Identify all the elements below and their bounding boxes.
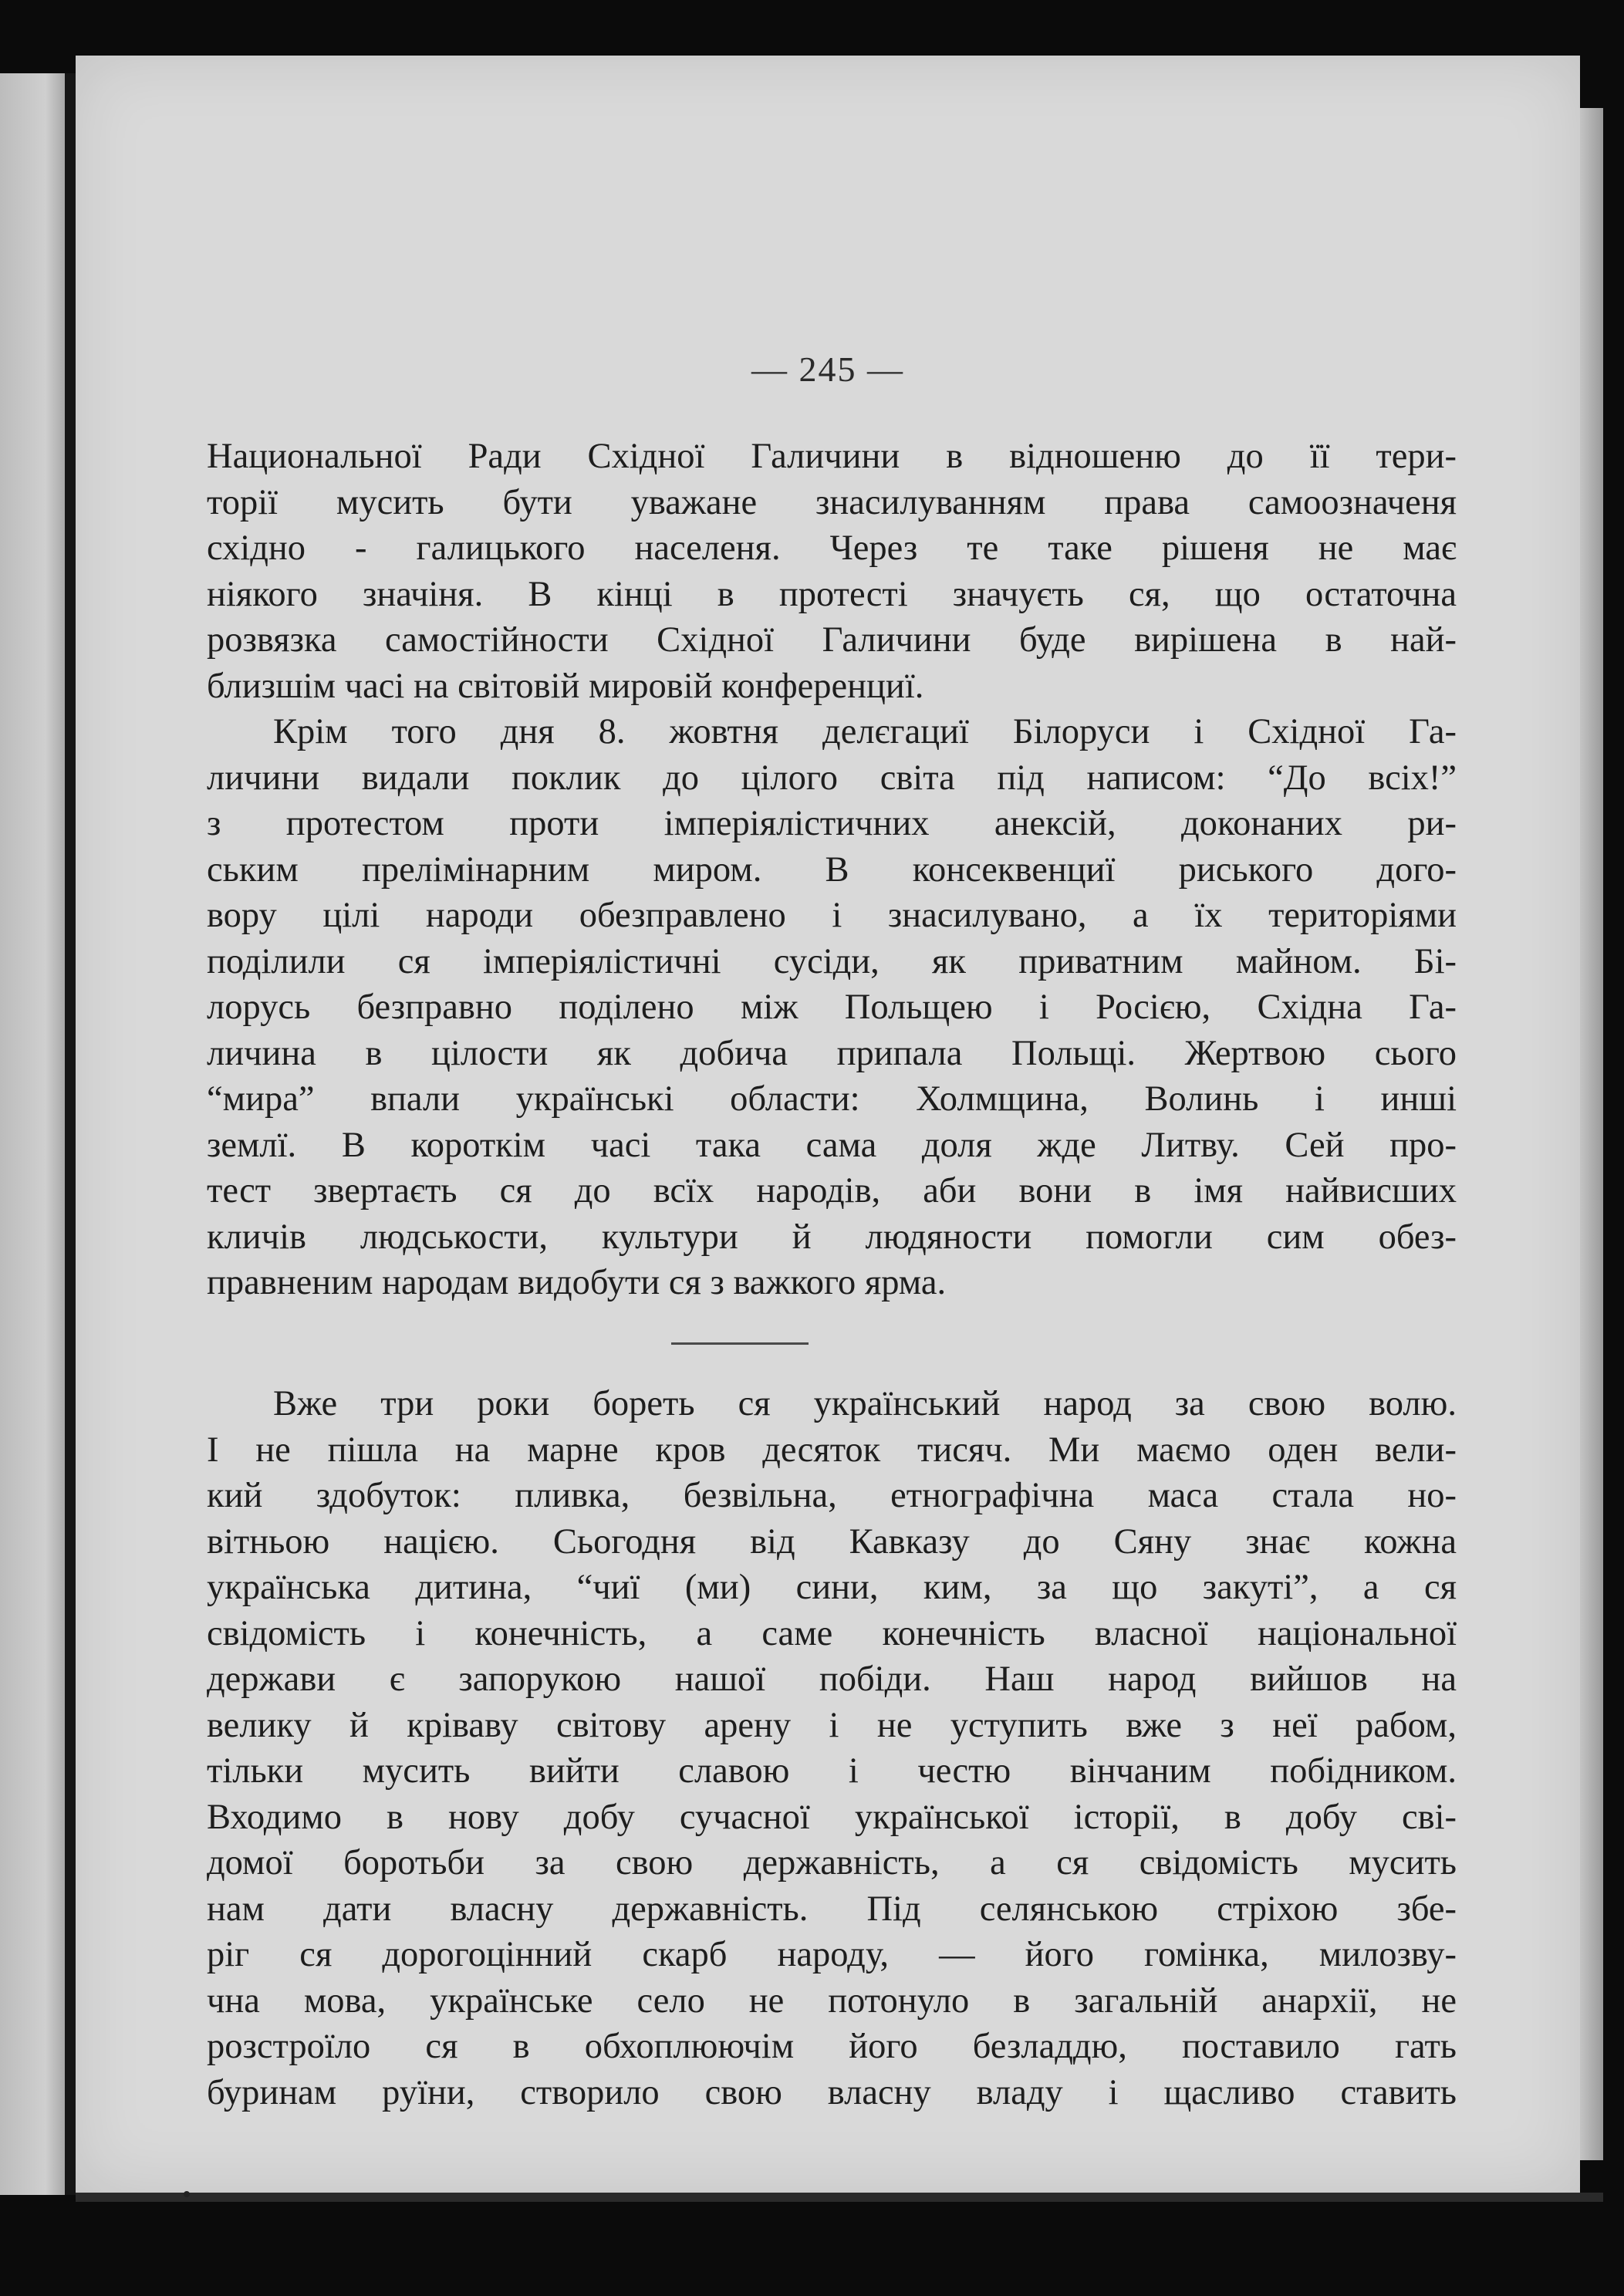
text-line: лорусь безправно поділено між Польщею і Росією, Східна Га-	[207, 988, 1457, 1027]
text-line: держави є запорукою нашої побіди. Наш народ вийшов на	[207, 1660, 1457, 1699]
text-line: личини видали поклик до цілого світа під написом: “До всіх!”	[207, 758, 1457, 798]
text-line: вору цілі народи обезправлено і знасилувано, а їх територіями	[207, 896, 1457, 935]
text-line: чна мова, українське село не потонуло в загальній анархії, не	[207, 1980, 1457, 2021]
text-line: нам дати власну державність. Під селянською стріхою збе-	[207, 1889, 1457, 1929]
text-line: “мира” впали українські области: Холмщина, Волинь і инші	[207, 1079, 1457, 1119]
text-line: поділили ся імперіялістичні сусіди, як приватним майном. Бі-	[207, 941, 1457, 981]
page-stack-edge	[1580, 108, 1603, 2160]
text-line: тест звертаєть ся до всїх народів, аби вони в імя найвисших	[207, 1171, 1457, 1210]
text-line: розстроїло ся в обхоплюючім його безладдю, поставило гать	[207, 2027, 1457, 2066]
text-line: ським прелімінарним миром. В консеквенциї риського дого-	[207, 849, 1457, 890]
text-line: Вже три роки бореть ся український народ за свою волю.	[273, 1384, 1457, 1423]
text-line: І не пішла на марне кров десяток тисяч. Ми маємо оден вели-	[207, 1430, 1457, 1470]
page-number: — 245 —	[751, 349, 904, 389]
text-line: свідомість і конечність, а саме конечність власної національної	[207, 1613, 1457, 1653]
text-line: східно - галицького населеня. Через те таке рішеня не має	[207, 528, 1457, 568]
section-separator	[671, 1342, 809, 1345]
text-line: ріг ся дорогоцінний скарб народу, — його гомінка, милозву-	[207, 1935, 1457, 1974]
text-line: правненим народам видобути ся з важкого ярма.	[207, 1263, 947, 1302]
book-spine	[65, 73, 76, 2195]
text-line: близшім часі на світовій мировій конференциї.	[207, 666, 924, 706]
text-line: землї. В короткім часі така сама доля жде Литву. Сей про-	[207, 1125, 1457, 1165]
text-line: личина в цілости як добича припала Польщі. Жертвою сього	[207, 1033, 1457, 1073]
book-page	[76, 56, 1580, 2193]
text-line: кий здобуток: пливка, безвільна, етнографічна маса стала но-	[207, 1476, 1457, 1515]
page-bottom-shadow	[76, 2193, 1603, 2202]
text-section-2	[207, 1381, 1457, 2115]
text-line: з протестом проти імперіялістичних анексій, доконаних ри-	[207, 804, 1457, 843]
text-line: велику й кріваву світову арену і не уступить вже з неї рабом,	[207, 1705, 1457, 1745]
text-line: українська дитина, “чиї (ми) сини, ким, за що закуті”, а ся	[207, 1568, 1457, 1607]
ink-speck	[184, 2191, 190, 2197]
text-line: розвязка самостійности Східної Галичини буде вирішена в най-	[207, 620, 1457, 660]
text-line: Входимо в нову добу сучасної української історії, в добу сві-	[207, 1797, 1457, 1837]
facing-page-edge	[0, 73, 65, 2195]
text-line: кличів людськости, культури й людяности помогли сим обез-	[207, 1217, 1457, 1257]
text-line: буринам руїни, створило свою власну владу і щасливо ставить	[207, 2072, 1457, 2112]
text-line: ніякого значіня. В кінці в протесті значуєть ся, що остаточна	[207, 574, 1457, 614]
text-line: Крім того дня 8. жовтня делєгациї Білоруси і Східної Га-	[273, 712, 1457, 751]
text-line: тільки мусить вийти славою і честю вінчаним побідником.	[207, 1751, 1457, 1791]
text-line: торії мусить бути уважане знасилуванням права самоозначеня	[207, 482, 1457, 522]
text-line: домої боротьби за свою державність, а ся свідомість мусить	[207, 1843, 1457, 1882]
text-section-1	[207, 434, 1457, 1306]
text-line: вітньою нацією. Сьогодня від Кавказу до Сяну знає кожна	[207, 1521, 1457, 1562]
text-line: Национальної Ради Східної Галичини в відношеню до її тери-	[207, 437, 1457, 476]
